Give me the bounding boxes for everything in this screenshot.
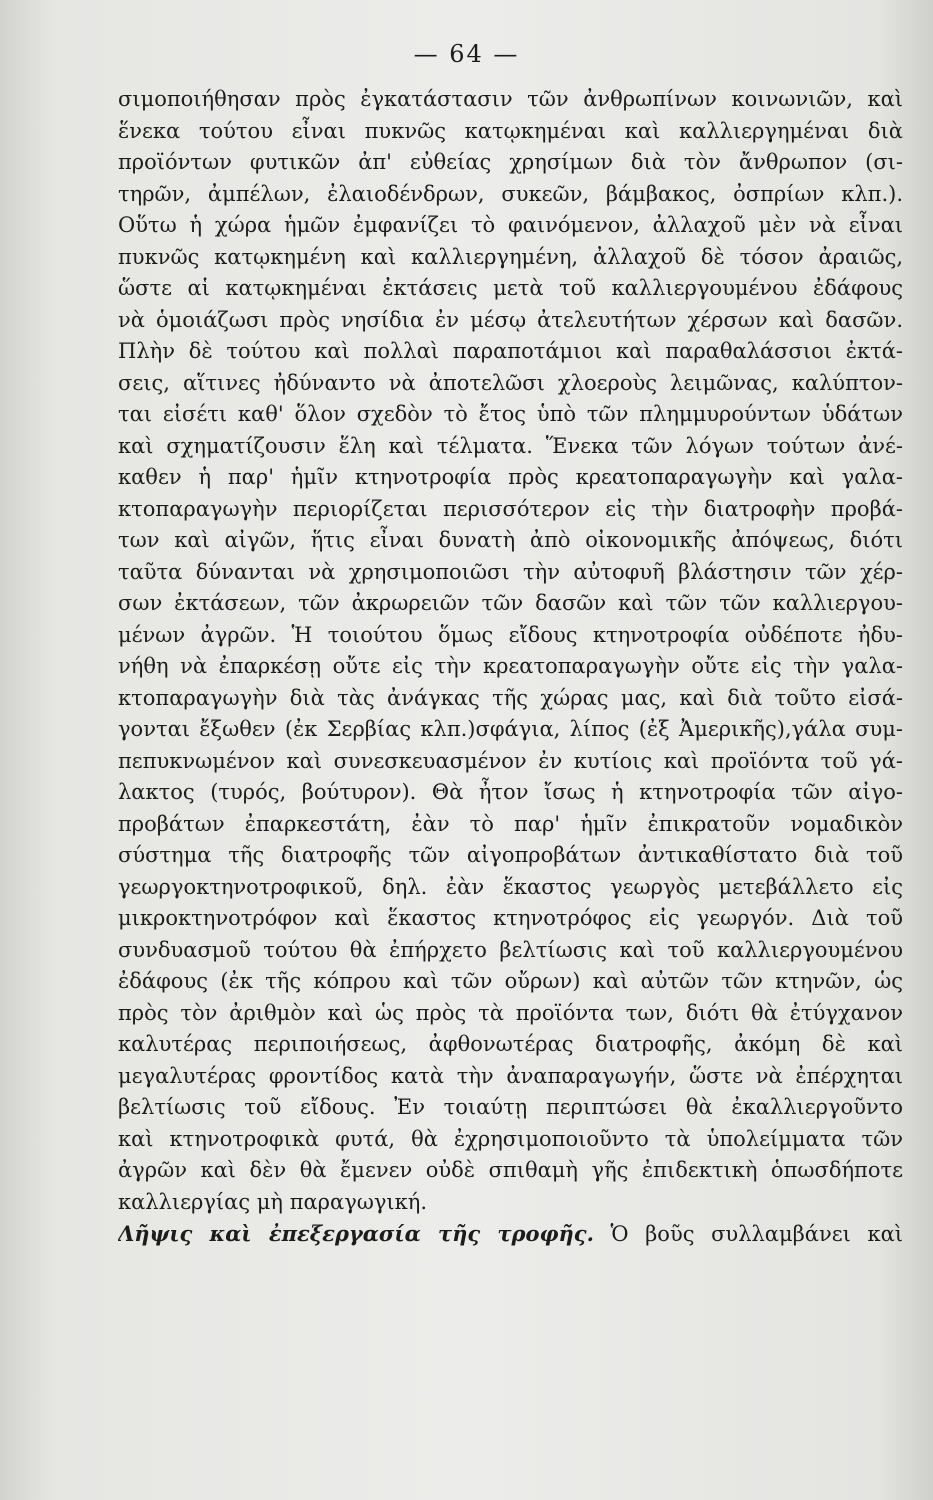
text-line: τηρῶν, ἀμπέλων, ἐλαιοδένδρων, συκεῶν, βάμβακος, ὀσπρίων κλπ.). — [118, 181, 903, 206]
page-number: — 64 — — [413, 40, 520, 68]
text-line: Οὕτω ἡ χώρα ἡμῶν ἐμφανίζει τὸ φαινόμενον, ἀλλαχοῦ μὲν νὰ εἶναι — [118, 213, 903, 237]
text-line: κτοπαραγωγὴν περιορίζεται περισσότερον εἰς τὴν διατροφὴν προβά- — [118, 496, 903, 521]
body-text — [118, 84, 903, 1250]
text-line: κτοπαραγωγὴν διὰ τὰς ἀνάγκας τῆς χώρας μας, καὶ διὰ τοῦτο εἰσά- — [118, 685, 903, 710]
section-text: Ὁ βοῦς συλλαμβάνει καὶ — [593, 1222, 903, 1246]
text-line: ται εἰσέτι καθ' ὅλον σχεδὸν τὸ ἔτος ὑπὸ τῶν πλημμυρούντων ὑδάτων — [118, 402, 903, 426]
text-line: ἕνεκα τούτου εἶναι πυκνῶς κατῳκημέναι καὶ καλλιεργημέναι διὰ — [118, 118, 903, 143]
text-line: προβάτων ἐπαρκεστάτη, ἐὰν τὸ παρ' ἡμῖν ἐπικρατοῦν νομαδικὸν — [118, 811, 903, 836]
text-line: ταῦτα δύνανται νὰ χρησιμοποιῶσι τὴν αὐτοφυῆ βλάστησιν τῶν χέρ- — [118, 559, 903, 584]
text-line: ὥστε αἱ κατῳκημέναι ἐκτάσεις μετὰ τοῦ καλλιεργουμένου ἐδάφους — [118, 276, 903, 300]
text-line: σύστημα τῆς διατροφῆς τῶν αἰγοπροβάτων ἀντικαθίστατο διὰ τοῦ — [118, 843, 903, 867]
text-line: γονται ἔξωθεν (ἐκ Σερβίας κλπ.)σφάγια, λίπος (ἐξ Ἀμερικῆς),γάλα συμ- — [118, 717, 903, 741]
text-line: μένων ἀγρῶν. Ἡ τοιούτου ὅμως εἴδους κτηνοτροφία οὐδέποτε ἠδυ- — [118, 622, 903, 647]
text-line: νὰ ὁμοιάζωσι πρὸς νησίδια ἐν μέσῳ ἀτελευτήτων χέρσων καὶ δασῶν. — [118, 307, 903, 332]
text-line: καὶ κτηνοτροφικὰ φυτά, θὰ ἐχρησιμοποιοῦντο τὰ ὑπολείμματα τῶν — [118, 1126, 903, 1151]
text-line: πεπυκνωμένον καὶ συνεσκευασμένον ἐν κυτίοις καὶ προϊόντα τοῦ γά- — [118, 748, 903, 773]
text-line: των καὶ αἰγῶν, ἥτις εἶναι δυνατὴ ἀπὸ οἰκονομικῆς ἀπόψεως, διότι — [118, 528, 903, 552]
text-line: σεις, αἵτινες ἠδύναντο νὰ ἀποτελῶσι χλοεροὺς λειμῶνας, καλύπτον- — [118, 370, 903, 395]
text-line: σων ἐκτάσεων, τῶν ἀκρωρειῶν τῶν δασῶν καὶ τῶν τῶν καλλιεργου- — [118, 591, 903, 615]
text-line: καλυτέρας περιποιήσεως, ἀφθονωτέρας διατροφῆς, ἀκόμη δὲ καὶ — [118, 1032, 903, 1056]
text-line: μικροκτηνοτρόφον καὶ ἕκαστος κτηνοτρόφος εἰς γεωργόν. Διὰ τοῦ — [118, 906, 903, 930]
text-line: μεγαλυτέρας φροντίδος κατὰ τὴν ἀναπαραγωγήν, ὥστε νὰ ἐπέρχηται — [118, 1063, 903, 1088]
section-line — [118, 1218, 903, 1250]
text-line: λακτος (τυρός, βούτυρον). Θὰ ἦτον ἴσως ἡ κτηνοτροφία τῶν αἰγο- — [118, 780, 903, 804]
text-line: καθεν ἡ παρ' ἡμῖν κτηνοτροφία πρὸς κρεατοπαραγωγὴν καὶ γαλα- — [118, 465, 903, 489]
section-heading: Λῆψις καὶ ἐπεξεργασία τῆς τροφῆς. — [118, 1221, 594, 1246]
text-line: πυκνῶς κατῳκημένη καὶ καλλιεργημένη, ἀλλαχοῦ δὲ τόσον ἀραιῶς, — [118, 244, 903, 269]
text-line: συνδυασμοῦ τούτου θὰ ἐπήρχετο βελτίωσις καὶ τοῦ καλλιεργουμένου — [118, 937, 903, 962]
text-line: προϊόντων φυτικῶν ἀπ' εὐθείας χρησίμων διὰ τὸν ἄνθρωπον (σι- — [118, 150, 903, 174]
text-line: νήθη νὰ ἐπαρκέσῃ οὔτε εἰς τὴν κρεατοπαραγωγὴν οὔτε εἰς τὴν γαλα- — [118, 654, 903, 678]
text-line: βελτίωσις τοῦ εἴδους. Ἐν τοιαύτῃ περιπτώσει θὰ ἐκαλλιεργοῦντο — [118, 1095, 903, 1119]
text-line: πρὸς τὸν ἀριθμὸν καὶ ὡς πρὸς τὰ προϊόντα των, διότι θὰ ἐτύγχανον — [118, 1000, 903, 1025]
text-line: ἐδάφους (ἐκ τῆς κόπρου καὶ τῶν οὔρων) καὶ αὐτῶν τῶν κτηνῶν, ὡς — [118, 969, 903, 993]
text-line: καὶ σχηματίζουσιν ἕλη καὶ τέλματα. Ἕνεκα τῶν λόγων τούτων ἀνέ- — [118, 433, 903, 458]
text-line: Πλὴν δὲ τούτου καὶ πολλαὶ παραποτάμιοι καὶ παραθαλάσσιοι ἐκτά- — [118, 339, 903, 363]
text-line: σιμοποιήθησαν πρὸς ἐγκατάστασιν τῶν ἀνθρωπίνων κοινωνιῶν, καὶ — [118, 87, 903, 111]
text-line: ἀγρῶν καὶ δὲν θὰ ἔμενεν οὐδὲ σπιθαμὴ γῆς ἐπιδεκτικὴ ὁπωσδήποτε — [118, 1158, 903, 1182]
text-line: γεωργοκτηνοτροφικοῦ, δηλ. ἐὰν ἕκαστος γεωργὸς μετεβάλλετο εἰς — [118, 874, 903, 899]
text-line: καλλιεργίας μὴ παραγωγική. — [118, 1189, 428, 1214]
